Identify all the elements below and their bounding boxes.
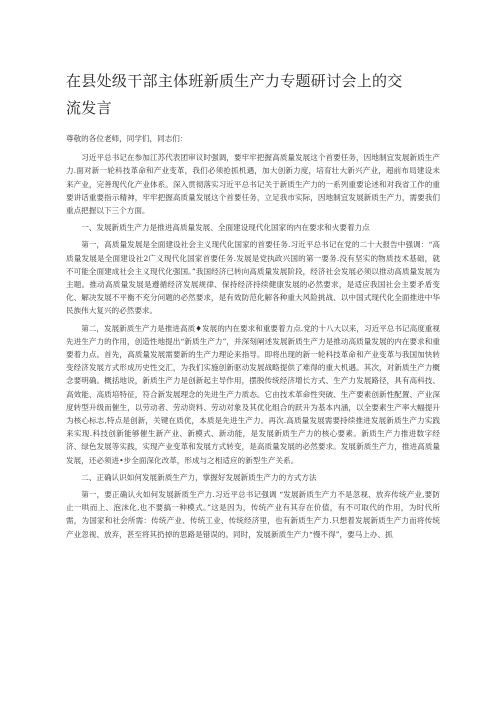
section-heading-1: 一、发展新质生产力是推进高质量发展、全面建设现代化国家的内在要求和火要着力点 [81,223,370,233]
section-heading-2: 二、正确认识如何发展新质生产力，掌握好发展新质生产力的方式方法 [81,472,317,482]
paragraph-intro: 习近平总书记在参加江苏代表团审议时强调，要牢牢把握高质量发展这个首要任务，因地制宜发展新质生产力.面对新一轮科技革命和产业变革，我们必须抢抓机遇，加大创新力度，培育壮大新兴产业，超前布局建设未来产业，完善现代化产业体系。深入贯彻落实习近平总书记关于新质生产力的一系列重要论述和对我省工作的重要讲话重要指示精神，牢牢把握高质量发展这个首要任务，立足我市实际，因地制宜发展新质生产力，需要我们重点把握以下三个方面。 [66,153,440,216]
paragraph-1-1: 第一，高质量发展是全面建设社会主义现代化国家的首要任务.习近平总书记在党的二十大报告中强调：“高质量发展是全面建设社2广义现代化国家首要任务.发展是党执政兴国的第一要务.没有坚实的物质技术基础，就不可能全面建成社会主义现代化强国。”我国经济已转向高质量发展阶段，经济社会发展必须以推动高质量发展为主题。推动高质量发展是遵循经济发展规律、保持经济持续健康发展的必然要求，是适应我国社会主要矛盾变化、解决发展不平衡不充分问题的必然要求，是有效防范化解各种重大风险挑战、以中国式现代化全面推进中华民族伟大复兴的必然要求。 [66,240,440,316]
title-line-2: 流发言 [66,99,112,117]
paragraph-2-1: 第一，要正确认火如何发展新质生产力.习近平总书记强调 “发展新质生产力不是忽视、放弃传统产业,要防止一哄而上、泡沫化,也不要搞一种模式。”这是因为，传统产业有其存在价值，有不可取代的作用，为时代所需，为国家和社会所需：传统产业、传统工业、传统经济里，也有新质生产力.只想着发展新质生产力而将传统产业忽视、放弃，甚至将其扔掉的思路是错误的。同时，发展新质生产力“慢不得”，要马上办、抓 [66,490,440,539]
paragraph-1-2: 第二，发展新质生产力是推进高质♦发展的内在要求和重要着力点.党的十八大以来，习近平总书记高度重视先进生产力的作用，创造性地提出“新质生产力”，并深刻阐述发展新质生产力是推动高质量发展的内在要求和重要着力点。首先，高质量发展需要新的生产力理论来指导。即将出现的新一轮科技革命和产业变革与我国加快转变经济发展方式形成历史性交汇，为我们实施创新驱动发展战略提供了难得的重大机遇。其次，对新质生产力概念要明确。概括地说，新质生产力是创新起主导作用，摆脱传统经济增长方式、生产力发展路径，具有高科技、高效能、高质培特征，符合新发展理念的先进生产力质态。它由技术革命性突破、生产要素创新性配置、产业深度转型升级而催生，以劳动者、劳动资料、劳动对象及其优化组合的跃升为基本内涵，以全要素生产率大幅提升为核心标志,特点是创新，关键在质优，本质是先进生产力。再次.高质量发展需要持续推进发展新质生产力实践来实现.科技创新能够催生新产业、新模式、新动能，是发展新质生产力的核心要素。新质生产力推进数字经济、绿色发展等实践，实现产业变革和发展方式转变，是高质量发展的必然要求。发展新质生产力，推进高质量发展，还必须进•步全面深化改革，形成与之相适应的新型生产关系。 [66,323,440,465]
document-title [66,68,440,122]
title-line-1: 在县处级干部主体班新质生产力专题研讨会上的交 [66,72,403,90]
salutation: 尊敬的各位老师，同学们，同志们： [66,134,188,143]
